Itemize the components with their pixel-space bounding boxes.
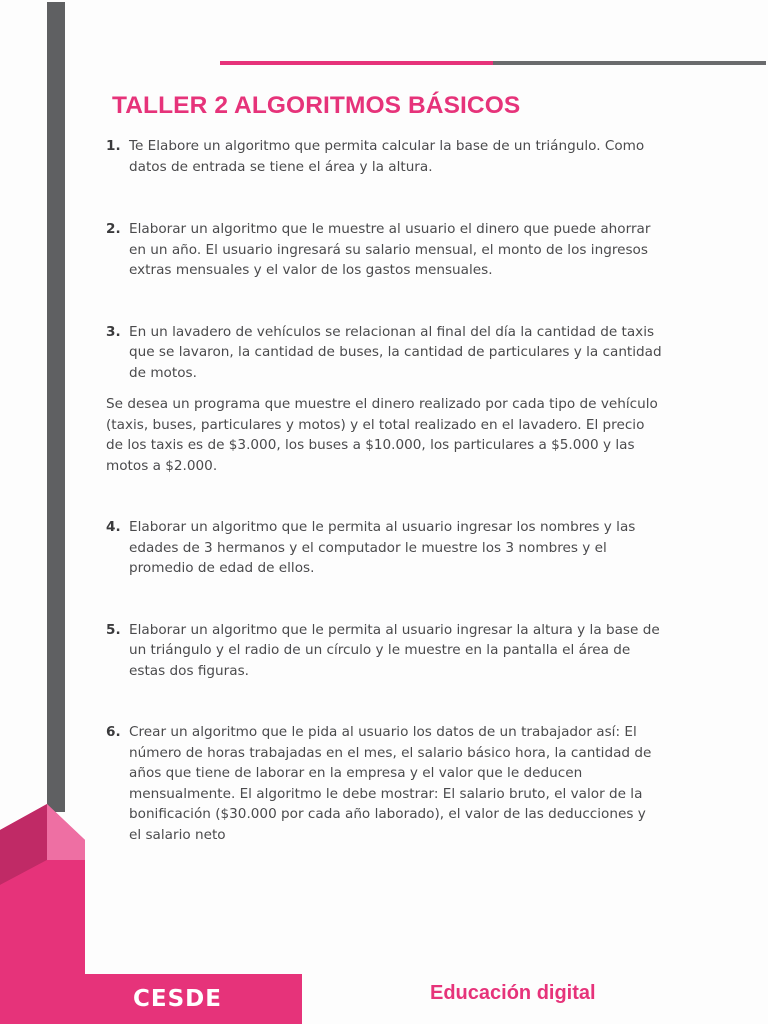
- list-item: [106, 722, 662, 845]
- spacer: [106, 476, 662, 517]
- item-number: 3.: [106, 323, 121, 340]
- item-number: 6.: [106, 724, 121, 740]
- document-body: [106, 136, 662, 845]
- item-text: Elaborar un algoritmo que le muestre al usuario el dinero que puede ahorrar en un año. El usuario ingresará su salario mensual, el monto de los ingresos extras mensuales y el valor de los gastos mensuales.: [129, 221, 651, 278]
- spacer: [106, 681, 662, 722]
- item-number: 4.: [106, 519, 121, 535]
- list-item: [106, 620, 662, 682]
- item-text: Crear un algoritmo que le pida al usuario los datos de un trabajador así: El número de horas trabajadas en el mes, el salario básico hora, la cantidad de años que tiene de laborar en la empresa y el valor que le deducen mensualmente. El algoritmo le debe mostrar: El salario bruto, el valor de la bonificación ($30.000 por cada año laborado), el valor de las deducciones y el salario neto: [129, 724, 652, 843]
- header-line-pink: [220, 61, 493, 65]
- page-title: TALLER 2 ALGORITMOS BÁSICOS: [112, 92, 521, 119]
- item-text: En un lavadero de vehículos se relacionan al final del día la cantidad de taxis que se lavaron, la cantidad de buses, la cantidad de particulares y la cantidad de motos.: [129, 323, 662, 381]
- footer-tagline: Educación digital: [430, 982, 596, 1004]
- list-item: [106, 219, 662, 281]
- spacer: [106, 579, 662, 620]
- header-line-gray: [493, 61, 766, 65]
- list-item: [106, 136, 662, 177]
- footer-brand-bar: [0, 974, 302, 1024]
- item-3-paragraph: Se desea un programa que muestre el dinero realizado por cada tipo de vehículo (taxis, buses, particulares y motos) y el total realizado en el lavadero. El precio de los taxis es de $3.000, los buses a $10.000, los particulares a $5.000 y las motos a $2.000.: [106, 396, 658, 474]
- item-number: 2.: [106, 221, 121, 237]
- item-text: Elaborar un algoritmo que le permita al usuario ingresar los nombres y las edades de 3 hermanos y el computador le muestre los 3 nombres y el promedio de edad de ellos.: [129, 519, 636, 576]
- left-vertical-bar: [47, 2, 65, 812]
- list-item: [106, 517, 662, 579]
- item-text: Elaborar un algoritmo que le permita al usuario ingresar la altura y la base de un triángulo y el radio de un círculo y le muestre en la pantalla el área de estas dos figuras.: [129, 621, 660, 679]
- footer: [0, 974, 768, 1024]
- list-item: [106, 322, 662, 384]
- spacer: [106, 177, 662, 219]
- spacer: [106, 281, 662, 322]
- item-number: 5.: [106, 621, 121, 638]
- item-text: Te Elabore un algoritmo que permita calcular la base de un triángulo. Como datos de entrada se tiene el área y la altura.: [129, 138, 645, 175]
- cesde-logo: CESDE: [133, 986, 222, 1012]
- item-number: 1.: [106, 138, 121, 154]
